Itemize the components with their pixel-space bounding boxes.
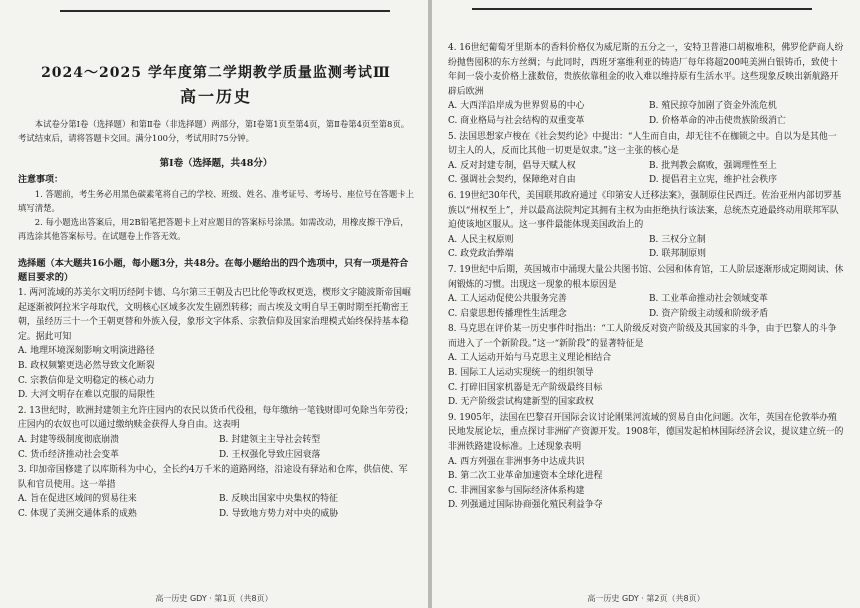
option-letter: D. (649, 249, 659, 260)
answer-option (18, 359, 414, 374)
question-stem: 5. 法国思想家卢梭在《社会契约论》中提出：“人生而自由，却无往不在枷锁之中。自以为是其他一切主人的人，反而比其他一切更是奴隶。”这一主张的核心是 (448, 131, 837, 157)
answer-option (18, 433, 213, 448)
option-letter: B. (219, 434, 229, 445)
answer-option (448, 99, 643, 114)
option-letter: A. (448, 234, 458, 245)
option-text: 工人运动促使公共服务完善 (460, 294, 567, 305)
page-footer: 高一历史 GDY · 第1页（共8页） (155, 594, 273, 603)
option-letter: B. (649, 294, 659, 305)
option-letter: D. (448, 397, 458, 408)
answer-option (219, 448, 414, 463)
option-letter: A. (448, 456, 458, 467)
answer-option (18, 492, 213, 507)
answer-option (649, 99, 844, 114)
option-letter: B. (18, 360, 28, 371)
option-list (18, 433, 414, 462)
option-letter: C. (18, 508, 28, 519)
answer-option (219, 507, 414, 522)
question-stem: 6. 19世纪30年代，美国联邦政府通过《印第安人迁移法案》，强制原住民西迁。佐治亚州内部切罗基族以“州权至上”，并以最高法院判定其拥有主权为由拒绝执行该法案，总统杰克逊最终动用联邦军队迫使该地区服从。这一事件最能体现美国政治上的 (448, 190, 842, 231)
answer-option (448, 351, 844, 366)
option-list (448, 455, 844, 513)
option-text: 王权强化导致庄园衰落 (231, 449, 321, 460)
option-letter: D. (219, 508, 229, 519)
question-stem: 3. 印加帝国修建了以库斯科为中心，全长约4万千米的道路网络，沿途设有驿站和仓库，供信使、军队和官员使用。这一举措 (18, 465, 408, 490)
question-item (448, 411, 844, 513)
question-list (18, 286, 414, 522)
option-text: 西方列强在非洲事务中达成共识 (460, 456, 585, 467)
question-stem: 4. 16世纪葡萄牙里斯本的香料价格仅为威尼斯的五分之一，安特卫普港口胡椒堆积，佛罗伦萨商人纷纷抛售囤积的东方丝绸；与此同时，西班牙塞维利亚的铸造厂每年将超200吨美洲白银铸币，致使十年间一袋小麦价格上涨数倍，贵族依靠租金的收入难以维持原有生活水平。这些现象反映出新航路开辟后欧洲 (448, 43, 844, 97)
question-item (448, 263, 844, 321)
answer-option (649, 247, 844, 262)
answer-option (219, 492, 414, 507)
option-text: 启蒙思想传播理性生活理念 (460, 308, 567, 319)
option-text: 殖民掠夺加剧了资金外流危机 (661, 101, 777, 112)
option-text: 第二次工业革命加速资本全球化进程 (460, 471, 603, 482)
option-text: 提倡君主立宪，维护社会秩序 (661, 175, 777, 186)
answer-option (448, 455, 844, 470)
option-letter: C. (448, 308, 458, 319)
question-item (448, 322, 844, 410)
option-list (448, 351, 844, 409)
note-item: 2. 每小题选出答案后，用2B铅笔把答题卡上对应题目的答案标号涂黑。如需改动，用橡皮擦干净后，再选涂其他答案标号。在试题卷上作答无效。 (18, 217, 409, 241)
question-stem: 8. 马克思在评价某一历史事件时指出：“工人阶级反对资产阶级及其国家的斗争，由于巴黎人的斗争而进入了一个新阶段。”这一“新阶段”的显著特征是 (448, 324, 837, 349)
option-letter: C. (18, 449, 28, 460)
option-letter: C. (448, 175, 458, 186)
answer-option (448, 484, 844, 499)
option-letter: C. (448, 115, 458, 126)
option-letter: B. (448, 368, 458, 379)
notes-title: 注意事项： (18, 175, 64, 185)
page-right (432, 0, 860, 608)
option-text: 体现了美洲交通体系的成熟 (30, 508, 137, 519)
option-letter: D. (18, 390, 28, 401)
answer-option (448, 366, 844, 381)
note-item: 1. 答题前，考生务必用黑色碳素笔将自己的学校、班级、姓名、准考证号、考场号、座位号在答题卡上填写清楚。 (18, 189, 414, 213)
question-stem: 7. 19世纪中后期，英国城市中涌现大量公共图书馆、公园和体育馆，工人阶层逐渐形成定期阅读、休闲锻炼的习惯。出现这一现象的根本原因是 (448, 264, 844, 290)
answer-option (448, 292, 643, 307)
answer-option (448, 395, 844, 410)
exam-title: 2024～2025 学年度第二学期教学质量监测考试Ⅲ (41, 65, 391, 81)
option-text: 大西洋沿岸成为世界贸易的中心 (460, 101, 585, 112)
option-letter: B. (649, 101, 659, 112)
answer-option (448, 498, 844, 513)
option-letter: A. (18, 434, 28, 445)
option-text: 工人运动开始与马克思主义理论相结合 (460, 353, 612, 364)
question-stem: 1. 两河流域的苏美尔文明历经阿卡德、乌尔第三王朝及古巴比伦等政权更迭，楔形文字随波斯帝国崛起逐渐被阿拉米字母取代，文明核心区域多次发生剧烈转移；而古埃及文明自早王朝时期至托勒密王朝，虽经历三十一个王朝更替和外族入侵，象形文字体系、宗教信仰及国家治理模式始终保持基本稳定。据此可知 (18, 288, 411, 342)
option-letter: B. (649, 160, 659, 171)
mcq-section-intro: 选择题（本大题共16小题，每小题3分，共48分。在每小题给出的四个选项中，只有一项是符合题目要求的） (18, 258, 409, 283)
option-letter: C. (18, 375, 28, 386)
option-letter: D. (448, 500, 458, 511)
question-item (18, 404, 414, 462)
option-letter: A. (448, 160, 458, 171)
option-letter: A. (448, 101, 458, 112)
option-text: 三权分立制 (661, 234, 706, 245)
answer-option (448, 159, 643, 174)
answer-option (649, 292, 844, 307)
answer-option (649, 173, 844, 188)
option-letter: D. (649, 175, 659, 186)
option-text: 商业格局与社会结构的双重变革 (460, 115, 585, 126)
option-letter: D. (219, 449, 229, 460)
option-text: 列强通过国际协商强化殖民利益争夺 (460, 500, 603, 511)
option-letter: A. (18, 346, 28, 357)
answer-option (448, 173, 643, 188)
option-list (18, 492, 414, 521)
answer-option (649, 307, 844, 322)
answer-option (448, 307, 643, 322)
answer-option (448, 233, 643, 248)
option-text: 政权频繁更迭必然导致文化断裂 (30, 360, 155, 371)
option-letter: D. (649, 308, 659, 319)
answer-option (18, 344, 414, 359)
option-list (448, 292, 844, 321)
answer-option (18, 374, 414, 389)
option-text: 反映出国家中央集权的特征 (231, 494, 338, 505)
option-text: 导致地方势力对中央的威胁 (231, 508, 339, 519)
top-rule (472, 8, 812, 10)
answer-option (18, 507, 213, 522)
option-text: 政党政治弊端 (460, 249, 514, 260)
option-text: 无产阶级尝试构建新型的国家政权 (460, 397, 594, 408)
option-text: 打碎旧国家机器是无产阶级最终目标 (460, 382, 603, 393)
option-text: 旨在促进区域间的贸易往来 (30, 494, 137, 505)
option-text: 国际工人运动实现统一的组织领导 (460, 368, 594, 379)
question-item (448, 41, 844, 129)
option-text: 强调社会契约，保障绝对自由 (460, 175, 576, 186)
option-text: 资产阶级主动缓和阶级矛盾 (661, 308, 769, 319)
question-item (448, 130, 844, 188)
option-text: 宗教信仰是文明稳定的核心动力 (30, 375, 155, 386)
option-text: 反对封建专制，倡导天赋人权 (460, 160, 576, 171)
answer-option (649, 159, 844, 174)
option-letter: B. (448, 471, 458, 482)
top-rule (60, 10, 390, 12)
option-list (18, 344, 414, 402)
option-letter: D. (649, 115, 659, 126)
option-letter: B. (649, 234, 659, 245)
option-letter: C. (448, 249, 458, 260)
option-letter: A. (18, 494, 28, 505)
option-list (448, 99, 844, 128)
option-text: 地理环境深刻影响文明演进路径 (30, 346, 155, 357)
option-list (448, 233, 844, 262)
page-left (0, 0, 428, 608)
answer-option (448, 114, 643, 129)
option-letter: A. (448, 294, 458, 305)
question-item (18, 286, 414, 403)
option-text: 联邦制原则 (661, 249, 706, 260)
option-letter: C. (448, 485, 458, 496)
question-stem: 2. 13世纪时，欧洲封建领主允许庄园内的农民以货币代役租，每年缴纳一笔钱财即可免除当年劳役；庄园内的农奴也可以通过缴纳赎金获得人身自由。这表明 (18, 405, 414, 431)
option-text: 价格革命的冲击使贵族阶级消亡 (661, 115, 786, 126)
option-letter: B. (219, 494, 229, 505)
answer-option (18, 448, 213, 463)
answer-option (18, 388, 414, 403)
answer-option (448, 247, 643, 262)
question-stem: 9. 1905年，法国在巴黎召开国际会议讨论刚果河流域的贸易自由化问题。次年，英国在伦敦举办殖民地发展论坛，重点探讨非洲矿产资源开发。1908年，德国发起柏林国际经济会议，提议建立统一的非洲铁路建设标准。上述现象表明 (448, 412, 844, 453)
option-text: 货币经济推动社会变革 (30, 449, 120, 460)
section-heading: 第Ⅰ卷（选择题，共48分） (159, 158, 273, 169)
option-list (448, 159, 844, 188)
answer-option (649, 233, 844, 248)
option-text: 封建领主主导社会转型 (231, 434, 321, 445)
exam-subject: 高一历史 (179, 87, 252, 106)
answer-option (448, 381, 844, 396)
option-letter: C. (448, 382, 458, 393)
option-text: 工业革命推动社会领域变革 (661, 294, 768, 305)
exam-instructions: 本试卷分第Ⅰ卷（选择题）和第Ⅱ卷（非选择题）两部分，第Ⅰ卷第1页至第4页，第Ⅱ卷第4页至第8页。考试结束后，请将答题卡交回。满分100分，考试用时75分钟。 (18, 119, 410, 143)
answer-option (649, 114, 844, 129)
answer-option (219, 433, 414, 448)
answer-option (448, 469, 844, 484)
option-text: 人民主权原则 (460, 234, 514, 245)
option-text: 封建等级制度彻底崩溃 (30, 434, 119, 445)
option-letter: A. (448, 353, 458, 364)
option-text: 批判教会腐败，强调理性至上 (661, 160, 777, 171)
option-text: 非洲国家参与国际经济体系构建 (460, 485, 585, 496)
question-item (448, 189, 844, 262)
question-item (18, 463, 414, 521)
question-list (448, 41, 844, 513)
page-footer: 高一历史 GDY · 第2页（共8页） (587, 594, 705, 603)
option-text: 大河文明存在难以克服的局限性 (30, 390, 155, 401)
